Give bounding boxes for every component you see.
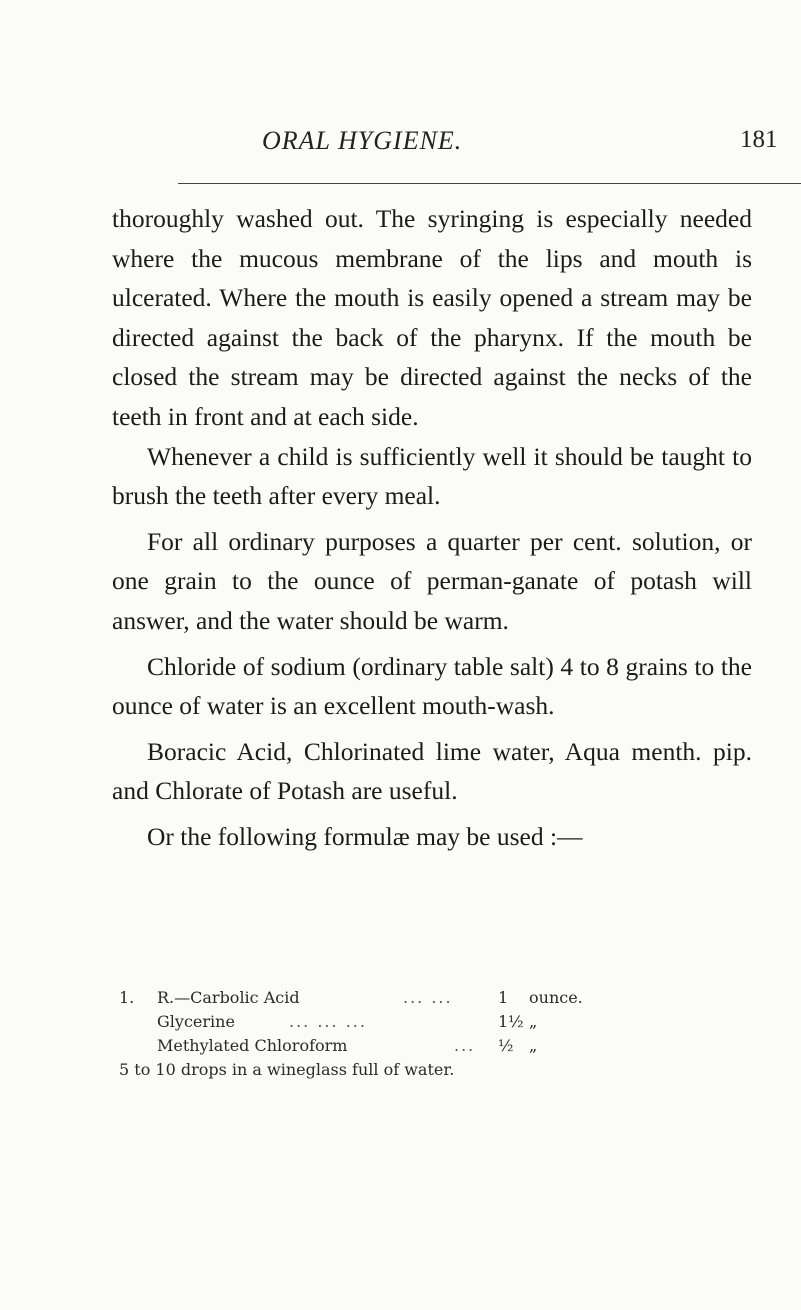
ingredient-unit: „	[529, 1036, 538, 1055]
paragraph-3: For all ordinary purposes a quarter per cent. solution, or one grain to the ounce of perman-ganate of potash will answer, and the water should be warm.	[112, 526, 752, 635]
paragraph-5: Boracic Acid, Chlorinated lime water, Aqua menth. pip. and Chlorate of Potash are useful.	[112, 736, 752, 806]
ingredient-unit: ounce.	[529, 988, 583, 1007]
formula-block	[119, 988, 739, 1084]
leader-dots: ... ...	[403, 988, 453, 1007]
ingredient-name: R.—Carbolic Acid	[157, 988, 300, 1007]
running-title: ORAL HYGIENE.	[262, 126, 463, 155]
ingredient-quantity: 1	[498, 988, 509, 1007]
page-number: 181	[740, 126, 778, 153]
formula-row	[119, 1036, 739, 1060]
paragraph-4: Chloride of sodium (ordinary table salt) 4 to 8 grains to the ounce of water is an excellent mouth-wash.	[112, 651, 752, 721]
ingredient-name: Methylated Chloroform	[157, 1036, 348, 1055]
ingredient-quantity: 1½	[498, 1012, 524, 1031]
paragraph-6: Or the following formulæ may be used :—	[147, 821, 583, 851]
paragraph-2: Whenever a child is sufficiently well it should be taught to brush the teeth after every meal.	[112, 441, 752, 511]
body-text	[112, 199, 752, 857]
formula-row	[119, 1012, 739, 1036]
formula-number: 1.	[119, 988, 135, 1007]
paragraph-1: thoroughly washed out. The syringing is especially needed where the mucous membrane of the lips and mouth is ulcerated. Where the mouth is easily opened a stream may be directed against the back of the pharynx. If the mouth be closed the stream may be directed against the necks of the teeth in front and at each side.	[112, 204, 752, 431]
formula-note-row	[119, 1060, 739, 1084]
formula-row	[119, 988, 739, 1012]
ingredient-quantity: ½	[498, 1036, 514, 1055]
header-rule	[178, 183, 801, 184]
leader-dots: ... ... ...	[289, 1012, 367, 1031]
leader-dots: ...	[454, 1036, 476, 1055]
page-header	[0, 126, 801, 166]
formula-note: 5 to 10 drops in a wineglass full of water.	[119, 1060, 455, 1079]
ingredient-name: Glycerine	[157, 1012, 235, 1031]
ingredient-unit: „	[529, 1012, 538, 1031]
